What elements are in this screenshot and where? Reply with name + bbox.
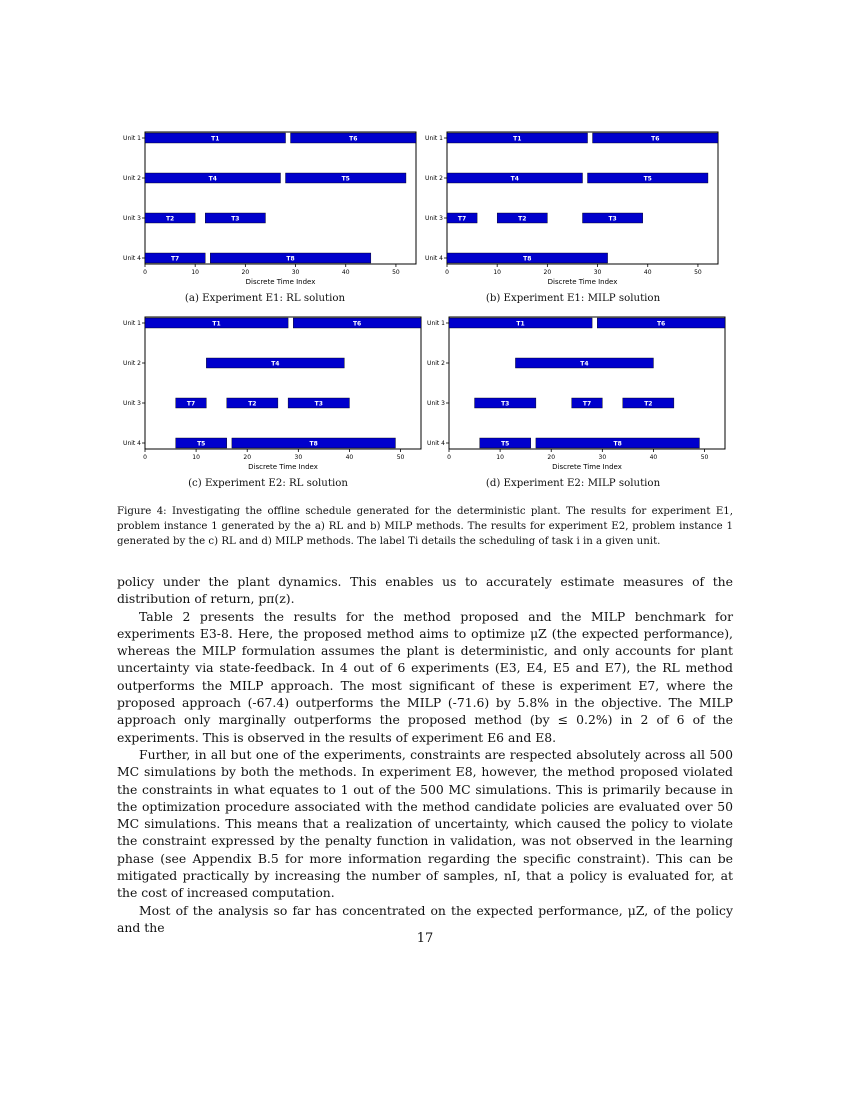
caption-b: (b) Experiment E1: MILP solution: [485, 293, 661, 304]
x-tick-label: 10: [496, 454, 504, 461]
task-label-t6: T6: [651, 135, 660, 143]
task-label-t4: T4: [580, 360, 589, 368]
x-tick-label: 10: [191, 269, 200, 276]
gantt-panel-c: [110, 313, 425, 478]
y-tick-label: Unit 1: [427, 320, 445, 327]
x-tick-label: 40: [643, 269, 652, 276]
task-label-t1: T1: [516, 320, 525, 328]
task-label-t5: T5: [341, 175, 350, 183]
task-label-t3: T3: [608, 215, 617, 223]
task-label-t2: T2: [165, 215, 175, 223]
x-tick-label: 50: [396, 454, 405, 461]
task-label-t8: T8: [523, 255, 532, 263]
task-label-t7: T7: [170, 255, 180, 263]
task-label-t4: T4: [510, 175, 519, 183]
x-tick-label: 20: [547, 454, 556, 461]
x-tick-label: 40: [341, 269, 350, 276]
x-tick-label: 40: [345, 454, 354, 461]
caption-d: (d) Experiment E2: MILP solution: [485, 478, 661, 489]
y-tick-label: Unit 4: [123, 440, 141, 447]
task-label-t7: T7: [457, 215, 467, 223]
task-label-t2: T2: [644, 400, 653, 408]
y-tick-label: Unit 3: [123, 215, 141, 222]
task-label-t7: T7: [186, 400, 196, 408]
task-label-t4: T4: [271, 360, 280, 368]
gantt-panel-b: [412, 128, 722, 293]
task-label-t1: T1: [513, 135, 522, 143]
task-label-t6: T6: [352, 320, 362, 328]
x-tick-label: 0: [143, 269, 147, 276]
task-label-t4: T4: [208, 175, 217, 183]
x-tick-label: 50: [700, 454, 709, 461]
task-label-t8: T8: [286, 255, 295, 263]
task-label-t2: T2: [248, 400, 257, 408]
y-tick-label: Unit 1: [123, 135, 141, 142]
gantt-panel-d: [414, 313, 729, 478]
gantt-chart-a: [110, 128, 420, 293]
x-tick-label: 20: [241, 269, 250, 276]
task-label-t5: T5: [501, 440, 510, 448]
x-tick-label: 30: [593, 269, 602, 276]
x-axis-label: Discrete Time Index: [552, 463, 622, 471]
x-axis-label: Discrete Time Index: [248, 463, 318, 471]
plot-frame: [449, 317, 725, 449]
caption-a: (a) Experiment E1: RL solution: [184, 293, 346, 304]
task-label-t6: T6: [656, 320, 666, 328]
paragraph-2: Table 2 presents the results for the method proposed and the MILP benchmark for experiments E3-8. Here, the proposed method aims to optimize μZ (the expected performance), whereas the MILP formulation assumes the plant is deterministic, and only accounts for plant uncertainty via state-feedback. In 4 out of 6 experiments (E3, E4, E5 and E7), the RL method outperforms the MILP approach. The most significant of these is experiment E7, where the proposed approach (-67.4) outperforms the MILP (-71.6) by 5.8% in the objective. The MILP approach only marginally outperforms the proposed method (by ≤ 0.2%) in 2 of 6 of the experiments. This is observed in the results of experiment E6 and E8.: [117, 608, 733, 745]
caption-c: (c) Experiment E2: RL solution: [188, 478, 348, 489]
page-number: 17: [416, 931, 434, 946]
x-tick-label: 10: [493, 269, 502, 276]
paragraph-4: Most of the analysis so far has concentrated on the expected performance, μZ, of the policy and the: [117, 902, 733, 935]
task-label-t5: T5: [643, 175, 652, 183]
figure-caption: Figure 4: Investigating the offline schedule generated for the deterministic plant. The results for experiment E1, problem instance 1 generated by the a) RL and b) MILP methods. The results for experiment E2, problem instance 1 generated by the c) RL and d) MILP methods. The label Ti details the scheduling of task i in a given unit.: [117, 506, 733, 547]
plot-frame: [145, 132, 416, 264]
y-tick-label: Unit 1: [425, 135, 443, 142]
x-tick-label: 20: [243, 454, 252, 461]
paragraph-1: policy under the plant dynamics. This enables us to accurately estimate measures of the distribution of return, pπ(z).: [117, 574, 733, 607]
y-tick-label: Unit 3: [425, 215, 443, 222]
x-tick-label: 30: [294, 454, 303, 461]
task-label-t2: T2: [518, 215, 527, 223]
x-tick-label: 0: [143, 454, 147, 461]
x-tick-label: 40: [649, 454, 658, 461]
x-tick-label: 30: [598, 454, 607, 461]
gantt-panel-a: [110, 128, 420, 293]
y-tick-label: Unit 3: [123, 400, 141, 407]
task-label-t7: T7: [582, 400, 592, 408]
paragraph-3: Further, in all but one of the experiments, constraints are respected absolutely across all 500 MC simulations by both the methods. In experiment E8, however, the method proposed violated the constraints in what equates to 1 out of the 500 MC simulations. This is primarily because in the optimization procedure associated with the method candidate policies are evaluated over 50 MC simulations. This means that a realization of uncertainty, which caused the policy to violate the constraint expressed by the penalty function in validation, was not observed in the learning phase (see Appendix B.5 for more information regarding the specific constraint). This can be mitigated practically by increasing the number of samples, nI, that a policy is evaluated for, at the cost of increased computation.: [117, 746, 733, 901]
y-tick-label: Unit 2: [425, 175, 443, 182]
gantt-chart-c: [110, 313, 425, 478]
x-tick-label: 0: [445, 269, 449, 276]
y-tick-label: Unit 4: [123, 255, 141, 262]
task-label-t5: T5: [197, 440, 206, 448]
x-tick-label: 50: [694, 269, 702, 276]
x-tick-label: 0: [447, 454, 451, 461]
task-label-t8: T8: [613, 440, 622, 448]
y-tick-label: Unit 3: [427, 400, 445, 407]
y-tick-label: Unit 1: [123, 320, 141, 327]
gantt-chart-d: [414, 313, 729, 478]
gantt-chart-b: [412, 128, 722, 293]
x-axis-label: Discrete Time Index: [547, 278, 618, 286]
y-tick-label: Unit 2: [427, 360, 445, 367]
plot-frame: [447, 132, 718, 264]
task-label-t3: T3: [314, 400, 323, 408]
x-tick-label: 10: [192, 454, 200, 461]
task-label-t3: T3: [501, 400, 510, 408]
body-text: [117, 573, 733, 936]
task-label-t8: T8: [309, 440, 318, 448]
task-label-t1: T1: [212, 320, 221, 328]
task-label-t6: T6: [349, 135, 358, 143]
x-tick-label: 50: [392, 269, 400, 276]
y-tick-label: Unit 2: [123, 175, 141, 182]
y-tick-label: Unit 4: [425, 255, 443, 262]
task-label-t3: T3: [231, 215, 240, 223]
x-tick-label: 30: [291, 269, 300, 276]
plot-frame: [145, 317, 421, 449]
x-axis-label: Discrete Time Index: [245, 278, 316, 286]
task-label-t1: T1: [211, 135, 220, 143]
x-tick-label: 20: [543, 269, 552, 276]
y-tick-label: Unit 4: [427, 440, 445, 447]
y-tick-label: Unit 2: [123, 360, 141, 367]
